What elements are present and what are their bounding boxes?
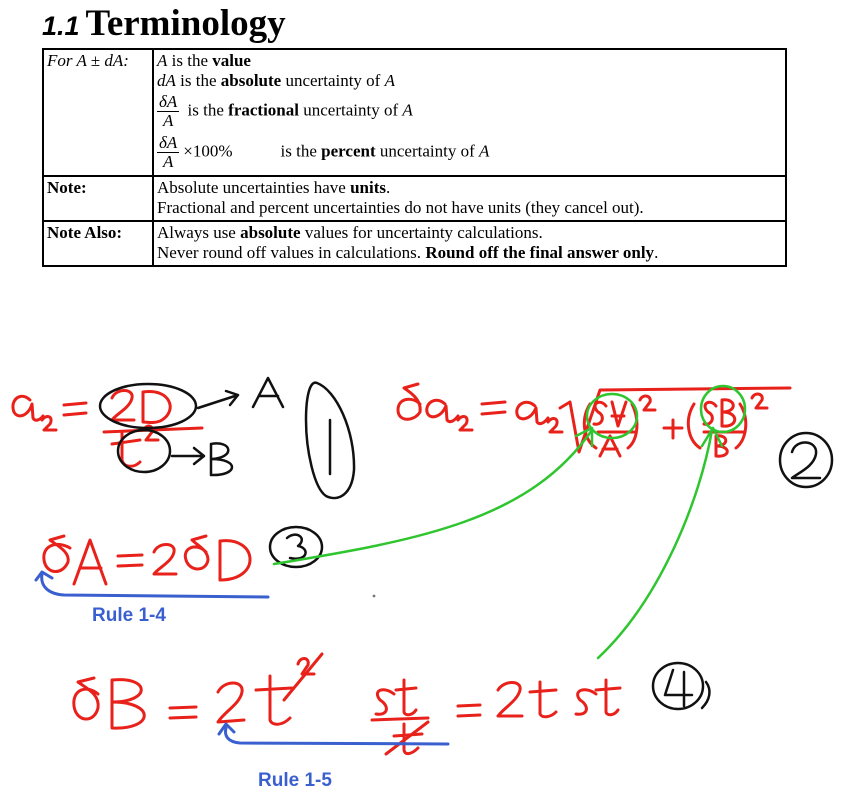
handwritten-equation-delta-a (44, 536, 250, 584)
section-title: Terminology (85, 3, 286, 44)
section-number: 1.1 (42, 11, 80, 41)
definition-value: A is the value (157, 51, 251, 70)
green-connector-arrows (274, 428, 722, 658)
rule-1-4-arrow (36, 572, 268, 597)
handwritten-equation-delta-b (74, 654, 620, 754)
stray-dot (373, 595, 376, 598)
handwritten-circles (100, 378, 832, 709)
rule-1-4-label: Rule 1-4 (92, 605, 166, 626)
definition-fractional: $\frac{\delta A}{A}$ is the fractional uncertainty of A (159, 92, 413, 130)
row-content: Always use absolute values for uncertainty calculations. Never round off values in calculations. Round off the final answer only. (153, 221, 786, 266)
row-label: For A ± dA: (43, 49, 153, 176)
handwritten-equation-delta-a2 (398, 384, 790, 456)
fraction: $\frac{\delta A}{A}$ (159, 92, 178, 130)
definition-percent: $\frac{\delta A}{A}$ ×100% is the percent uncertainty of A (159, 133, 490, 171)
row-label: Note Also: (43, 221, 153, 266)
rule-1-5-label: Rule 1-5 (258, 770, 332, 791)
fraction: $\frac{\delta A}{A}$ (159, 133, 178, 171)
definition-absolute: dA is the absolute uncertainty of A (157, 71, 395, 90)
row-content: Absolute uncertainties have units. Fractional and percent uncertainties do not have units (they cancel out). (153, 176, 786, 221)
row-label: Note: (43, 176, 153, 221)
